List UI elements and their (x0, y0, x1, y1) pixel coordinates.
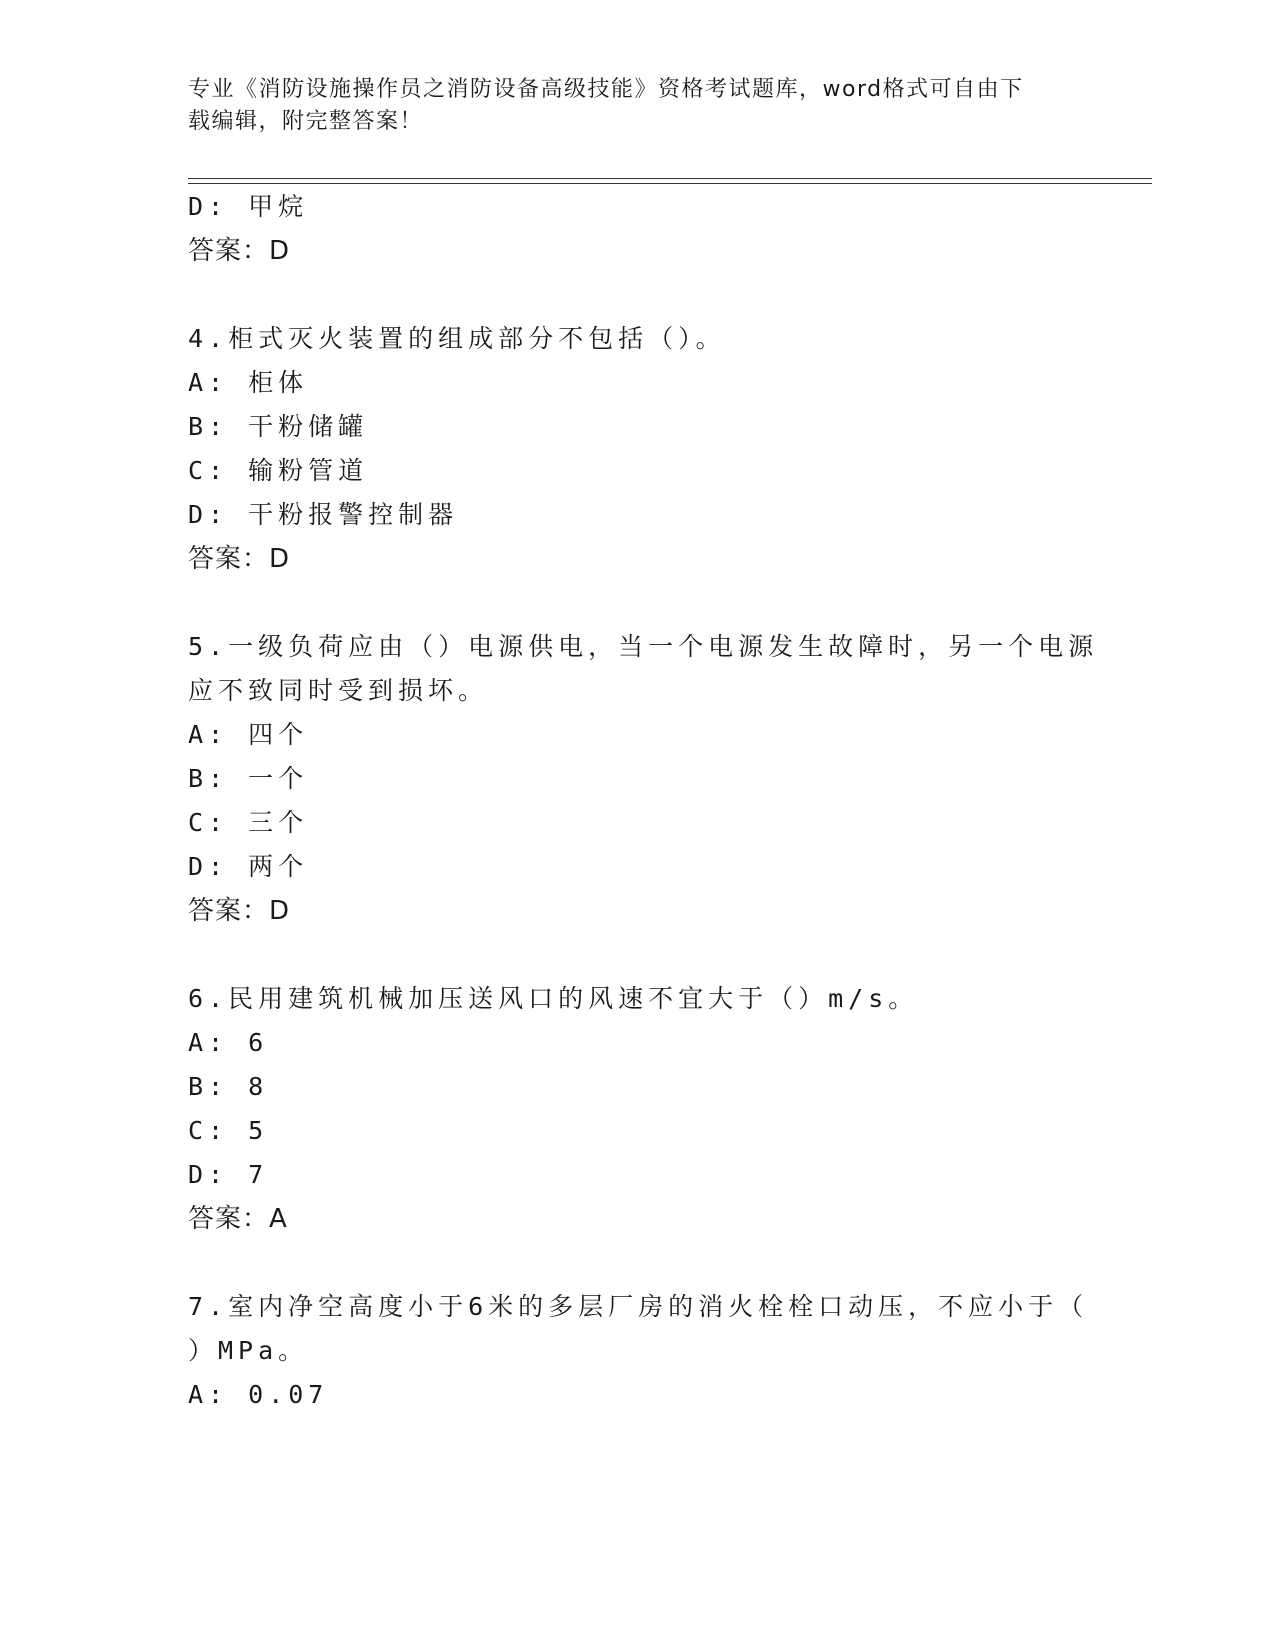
q6-option-b: B: 8 (188, 1072, 269, 1101)
q4-option-d: D: 干粉报警控制器 (188, 500, 459, 529)
q6-option-c: C: 5 (188, 1116, 269, 1145)
document-header (188, 74, 1068, 138)
q6-answer: 答案：A (188, 1204, 288, 1234)
header-rule-bottom (188, 183, 1152, 184)
q7-stem-line-1: 7.室内净空高度小于6米的多层厂房的消火栓栓口动压，不应小于（ (188, 1292, 1089, 1321)
q7-stem-line-2: ）MPa。 (188, 1336, 309, 1365)
q4-option-c: C: 输粉管道 (188, 456, 369, 485)
q4-stem: 4.柜式灭火装置的组成部分不包括（）。 (188, 324, 726, 353)
q4-answer: 答案：D (188, 544, 291, 574)
header-rule-top (188, 178, 1152, 179)
q6-option-a: A: 6 (188, 1028, 269, 1057)
q4-option-b: B: 干粉储罐 (188, 412, 369, 441)
q3-answer: 答案：D (188, 236, 291, 266)
header-line-1: 专业《消防设施操作员之消防设备高级技能》资格考试题库，word格式可自由下 (188, 77, 1024, 102)
q7-option-a: A: 0.07 (188, 1380, 329, 1409)
q6-stem: 6.民用建筑机械加压送风口的风速不宜大于（）m/s。 (188, 984, 919, 1013)
q5-option-d: D: 两个 (188, 852, 309, 881)
q5-option-a: A: 四个 (188, 720, 309, 749)
q5-option-b: B: 一个 (188, 764, 309, 793)
q5-answer: 答案：D (188, 896, 291, 926)
q6-option-d: D: 7 (188, 1160, 269, 1189)
q5-option-c: C: 三个 (188, 808, 309, 837)
q4-option-a: A: 柜体 (188, 368, 309, 397)
q3-option-d: D: 甲烷 (188, 192, 309, 221)
header-line-2: 载编辑，附完整答案！ (188, 109, 424, 134)
q5-stem-line-1: 5.一级负荷应由（）电源供电，当一个电源发生故障时，另一个电源 (188, 632, 1099, 661)
q5-stem-line-2: 应不致同时受到损坏。 (188, 676, 489, 705)
